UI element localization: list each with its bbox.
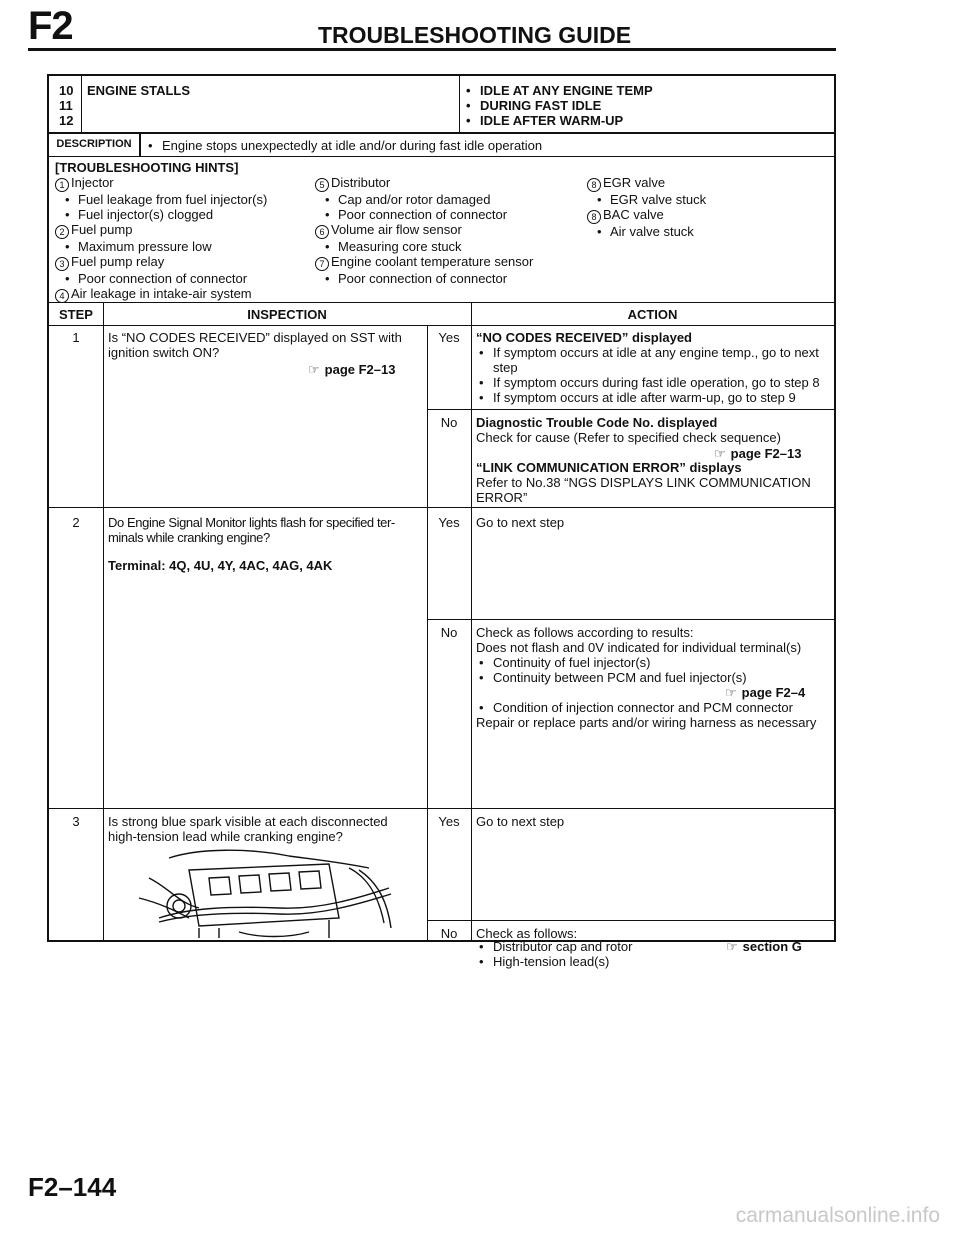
divider: [427, 920, 834, 921]
divider: [103, 302, 104, 942]
step-2-no-action: Check as follows according to results: Does not flash and 0V indicated for individual terminal(s) • Continuity of fuel injector(s) • Continuity between PCM and fuel injector(s): [476, 625, 801, 685]
section-code: F2: [28, 4, 73, 48]
divider: [81, 76, 82, 133]
divider: [49, 808, 834, 809]
column-header-action: ACTION: [627, 307, 678, 322]
divider: [427, 619, 834, 620]
divider: [471, 302, 472, 942]
step-3-yes-action: Go to next step: [476, 814, 565, 829]
header-rule: [28, 48, 836, 51]
condition-item: • IDLE AT ANY ENGINE TEMP: [463, 83, 653, 98]
no-label: No: [440, 415, 458, 430]
description-label: DESCRIPTION: [49, 134, 141, 156]
divider: [49, 302, 834, 303]
hint-air-leakage: 4 Air leakage in intake-air system: [55, 286, 267, 303]
step-3-no-action: Check as follows:: [476, 926, 578, 941]
step-number: 3: [72, 814, 80, 829]
step-2-terminals: Terminal: 4Q, 4U, 4Y, 4AC, 4AG, 4AK: [108, 558, 333, 573]
condition-item: • IDLE AFTER WARM-UP: [463, 113, 653, 128]
condition-item: • DURING FAST IDLE: [463, 98, 653, 113]
step-1-inspection: Is “NO CODES RECEIVED” displayed on SST with ignition switch ON?: [108, 330, 402, 360]
hints-column-2: 5 Distributor • Cap and/or rotor damaged • Poor connection of connector 6 Volume air flow sensor • Measuring core stuck 7 Engine coolant temperature sensor • Poor connection of connector: [315, 175, 533, 286]
reference-hand-icon: ☞: [308, 362, 320, 377]
hint-egr-valve: 8 EGR valve: [587, 175, 706, 192]
column-header-step: STEP: [59, 307, 93, 322]
hint-injector: 1 Injector: [55, 175, 267, 192]
step-2-yes-action: Go to next step: [476, 515, 565, 530]
divider: [427, 409, 834, 410]
description-text: • Engine stops unexpectedly at idle and/or during fast idle operation: [145, 138, 542, 153]
no-label: No: [440, 926, 458, 941]
page-title: TROUBLESHOOTING GUIDE: [318, 22, 632, 48]
hint-fuel-pump-relay: 3 Fuel pump relay: [55, 254, 267, 271]
hint-distributor: 5 Distributor: [315, 175, 533, 192]
engine-illustration: [129, 848, 409, 938]
step-2-no-reference: ☞ page F2–4: [725, 685, 806, 700]
divider: [49, 325, 834, 326]
reference-hand-icon: ☞: [725, 685, 737, 700]
yes-label: Yes: [438, 814, 460, 829]
divider: [49, 156, 834, 157]
step-1-no-action-2: “LINK COMMUNICATION ERROR” displays Refer to No.38 “NGS DISPLAYS LINK COMMUNICATION ERROR”: [476, 460, 811, 505]
divider: [459, 76, 460, 133]
hint-vaf-sensor: 6 Volume air flow sensor: [315, 222, 533, 239]
yes-label: Yes: [438, 515, 460, 530]
step-number: 2: [72, 515, 80, 530]
hints-column-3: 8 EGR valve • EGR valve stuck 8 BAC valve • Air valve stuck: [587, 175, 706, 239]
hints-column-1: 1 Injector • Fuel leakage from fuel injector(s) • Fuel injector(s) clogged 2 Fuel pump • Maximum pressure low 3 Fuel pump relay • Poor connection of connector 4 Air leakage in intake-air system: [55, 175, 267, 303]
step-3-no-reference: ☞ section G: [726, 939, 802, 954]
symptom-conditions: [463, 83, 653, 128]
yes-label: Yes: [438, 330, 460, 345]
hint-bac-valve: 8 BAC valve: [587, 207, 706, 224]
step-1-no-action: Diagnostic Trouble Code No. displayed Check for cause (Refer to specified check sequence): [476, 415, 781, 445]
step-1-yes-action: “NO CODES RECEIVED” displayed • If symptom occurs at idle at any engine temp., go to next step • If symptom occurs during fast idle operation, go to step 8 • If symptom occurs at idle after warm-up, go to step 9: [476, 330, 820, 405]
step-1-reference: ☞ page F2–13: [308, 362, 396, 377]
reference-hand-icon: ☞: [726, 939, 738, 954]
column-header-inspection: INSPECTION: [247, 307, 327, 322]
watermark: carmanualsonline.info: [735, 1204, 940, 1227]
symptom-title: ENGINE STALLS: [87, 83, 191, 98]
step-2-no-action-2: • Condition of injection connector and PCM connector Repair or replace parts and/or wiring harness as necessary: [476, 700, 816, 730]
step-1-no-reference: ☞ page F2–13: [714, 446, 802, 461]
step-number: 1: [72, 330, 80, 345]
divider: [49, 507, 834, 508]
description-row: [49, 134, 834, 156]
no-label: No: [440, 625, 458, 640]
hints-title: [TROUBLESHOOTING HINTS]: [55, 160, 239, 175]
step-3-inspection: Is strong blue spark visible at each disconnected high-tension lead while cranking engine?: [108, 814, 388, 844]
hint-fuel-pump: 2 Fuel pump: [55, 222, 267, 239]
page-number: F2–144: [28, 1172, 117, 1202]
step-3-no-items: • Distributor cap and rotor • High-tension lead(s): [476, 939, 632, 969]
reference-hand-icon: ☞: [714, 446, 726, 461]
hint-ect-sensor: 7 Engine coolant temperature sensor: [315, 254, 533, 271]
step-2-inspection: Do Engine Signal Monitor lights flash for specified ter- minals while cranking engine?: [108, 515, 395, 545]
symptom-numbers: 10 11 12: [59, 83, 74, 128]
troubleshooting-table: [47, 74, 836, 942]
